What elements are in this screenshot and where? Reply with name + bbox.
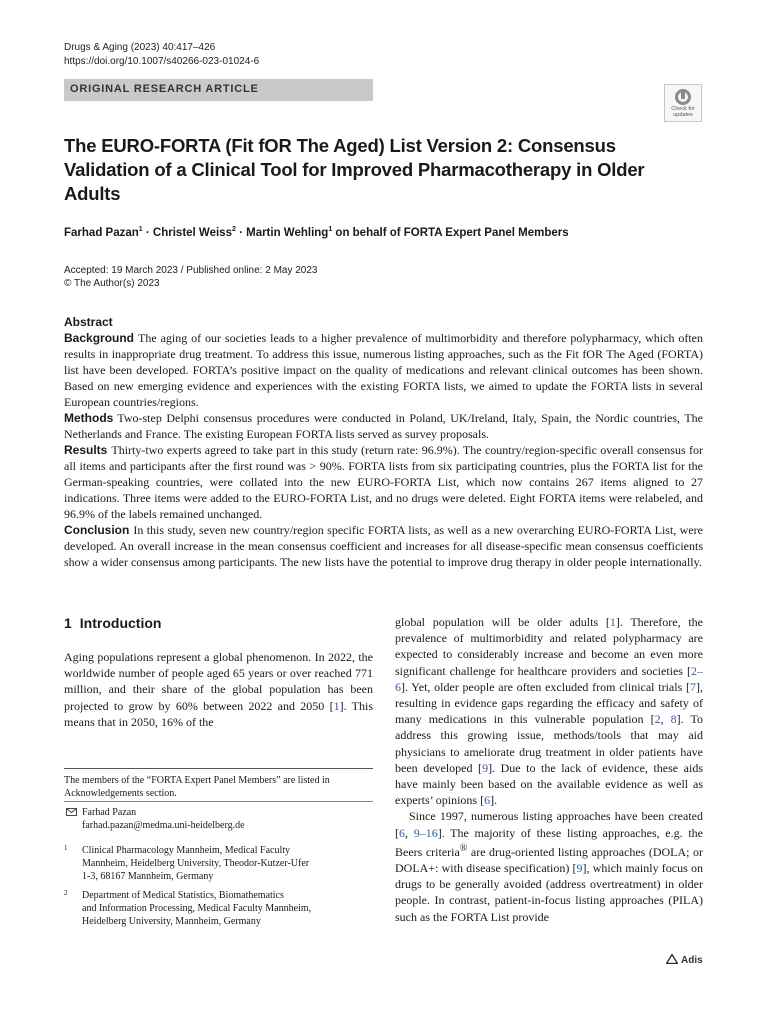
article-type-banner <box>64 79 373 101</box>
body-text: ]. To address this growing issue, methods/tools that may aid physicians to ameliorate drug treatment in older patients have been developed [ <box>395 712 703 775</box>
citation-link[interactable]: 9–16 <box>413 825 438 840</box>
check-updates-icon <box>673 88 693 106</box>
conclusion-label: Conclusion <box>64 523 130 537</box>
results-label: Results <box>64 443 108 457</box>
author-1-affiliation: 1 <box>138 226 143 233</box>
results-text: Thirty-two experts agreed to take part in this study (return rate: 96.9%). The country/region-specific overall consensus for all items and participants after the first round was > 90%. FORTA lists from six participating countries, plus the FORTA list for the German-speaking countries, were collated into the new EURO-FORTA List, which now contains 267 items aligned to 27 indications. Three items were added to the EURO-FORTA List, and no drugs were deleted. Eight FORTA items were relabeled, and 96.9% of the labels remained unchanged. <box>64 443 703 521</box>
affiliation-1 <box>64 844 373 884</box>
citation-link[interactable]: 9 <box>576 861 583 876</box>
section-heading <box>64 615 161 631</box>
abstract-results <box>64 442 703 522</box>
citation-link[interactable]: 6 <box>399 825 405 840</box>
citation-link[interactable]: 2–6 <box>395 663 703 694</box>
check-updates-line1: Check for <box>671 106 695 112</box>
footnote-divider <box>64 801 373 802</box>
intro-paragraph-1-cont <box>395 614 703 808</box>
check-updates-line2: updates <box>673 112 693 118</box>
body-text: ], resulting in evidence gaps regarding the efficacy and safety of many medications in this vulnerable population [ <box>395 679 703 727</box>
registered-mark: ® <box>459 842 468 854</box>
body-text: ], which mainly focus on drugs to be generally avoided (address overtreatment) in older people. In contrast, patient-in-focus listing approaches (PILA) such as the FORTA List provide <box>395 861 703 924</box>
affiliation-line: Department of Medical Statistics, Biomathematics <box>82 890 284 901</box>
contact-name: Farhad Pazan <box>82 807 137 818</box>
citation-link[interactable]: 1 <box>609 615 616 629</box>
body-text: ]. This means that in 2050, 16% of the <box>64 698 374 729</box>
affiliation-line: and Information Processing, Medical Faculty Mannheim, <box>82 903 312 914</box>
body-text: Aging populations represent a global phenomenon. In 2022, the worldwide number of people aged 65 years or over reached 771 million, and their share of the global population has been projected to grow by 60% between 2022 and 2050 [ <box>64 650 373 713</box>
abstract-background <box>64 330 703 410</box>
affiliation-line: 1-3, 68167 Mannheim, Germany <box>82 871 214 882</box>
affiliation-number: 1 <box>64 844 68 852</box>
abstract <box>64 314 703 570</box>
footnote-divider <box>64 768 373 769</box>
abstract-conclusion <box>64 522 703 570</box>
intro-paragraph-1 <box>64 649 373 730</box>
doi-link[interactable]: https://doi.org/10.1007/s40266-023-01024-6 <box>64 56 260 67</box>
body-text: Since 1997, numerous listing approaches have been created [ <box>395 809 703 840</box>
affiliation-line: Clinical Pharmacology Mannheim, Medical Faculty <box>82 845 291 856</box>
affiliation-number: 2 <box>64 889 68 897</box>
background-label: Background <box>64 331 135 345</box>
check-for-updates-badge[interactable] <box>664 84 702 122</box>
author-1[interactable]: Farhad Pazan <box>64 226 139 239</box>
abstract-heading: Abstract <box>64 315 113 329</box>
envelope-icon <box>66 808 77 816</box>
body-text: ]. The majority of these listing approaches, e.g. the Beers criteria <box>395 825 703 859</box>
affiliation-2 <box>64 889 373 929</box>
abstract-methods <box>64 410 703 442</box>
contact-block <box>82 806 245 832</box>
methods-text: Two-step Delphi consensus procedures were conducted in Poland, UK/Ireland, Italy, Spain, the Nordic countries, The Netherlands and France. The existing European FORTA lists served as survey proposals. <box>64 411 703 441</box>
intro-paragraph-2 <box>395 808 703 924</box>
citation-link[interactable]: 2 <box>654 712 661 727</box>
article-title: The EURO-FORTA (Fit fOR The Aged) List Version 2: Consensus Validation of a Clinical Tool for Improved Pharmacotherapy in Older Adults <box>64 135 645 204</box>
author-separator: · <box>235 226 247 239</box>
adis-triangle-icon <box>666 954 678 964</box>
section-number: 1 <box>64 615 72 631</box>
author-separator: · <box>142 226 153 239</box>
body-text: are drug-oriented listing approaches (DOLA; or DOLA+: with disease specification) [ <box>395 844 703 876</box>
publisher-logo <box>666 954 703 966</box>
right-column <box>395 614 703 925</box>
body-text: global population will be older adults [ <box>395 615 610 629</box>
body-text: ]. Due to the lack of evidence, these aids have mainly been based on the available evidence as well as experts’ opinions [ <box>395 760 704 808</box>
body-text: , <box>405 825 414 840</box>
body-text: ]. Therefore, the prevalence of multimorbidity and related polypharmacy are expected to considerably increase and become an even more significant challenge for healthcare providers and societies [ <box>395 615 703 678</box>
body-text: , <box>660 712 671 727</box>
affiliation-line: Heidelberg University, Mannheim, Germany <box>82 916 261 927</box>
citation-link[interactable]: 7 <box>690 679 696 694</box>
author-3-affiliation: 1 <box>328 226 333 233</box>
background-text: The aging of our societies leads to a higher prevalence of multimorbidity and therefore polypharmacy, which often results in inappropriate drug treatment. To address this issue, numerous listing approaches, such as the Fit fOR The Aged (FORTA) list have been developed. FORTA’s positive impact on the quality of medications and relevant clinical outcomes has been shown. Based on new emerging evidence and experiences with the existing FORTA lists, we aimed to update the FORTA lists in several European countries/regions. <box>64 331 703 409</box>
affiliation-line: Mannheim, Heidelberg University, Theodor-Kutzer-Ufer <box>82 858 310 869</box>
citation-link[interactable]: 6 <box>484 793 491 808</box>
author-list <box>64 226 569 239</box>
conclusion-text: In this study, seven new country/region specific FORTA lists, as well as a new overarching EURO-FORTA List, were developed. An overall increase in the mean consensus coefficient and increases for all disease-specific mean consensus coefficients show a wider consensus among participants. The new lists have the potential to improve drug therapy in older people internationally. <box>64 523 703 569</box>
citation-link[interactable]: 8 <box>670 712 677 727</box>
body-text: ]. Yet, older people are often excluded from clinical trials [ <box>401 679 690 694</box>
body-text: ]. <box>490 793 498 808</box>
citation-link[interactable]: 9 <box>482 760 489 775</box>
publisher-name: Adis <box>681 955 703 966</box>
affiliation-text <box>82 889 311 928</box>
contact-email[interactable]: farhad.pazan@medma.uni-heidelberg.de <box>82 820 245 831</box>
methods-label: Methods <box>64 411 114 425</box>
author-3[interactable]: Martin Wehling <box>246 226 329 239</box>
author-2-affiliation: 2 <box>231 226 236 233</box>
author-group: on behalf of FORTA Expert Panel Members <box>332 226 569 239</box>
section-title: Introduction <box>79 615 162 631</box>
citation-link[interactable]: 1 <box>333 698 340 713</box>
left-column <box>64 649 373 730</box>
copyright: © The Author(s) 2023 <box>64 278 160 289</box>
journal-citation: Drugs & Aging (2023) 40:417–426 <box>64 42 216 53</box>
publication-dates <box>64 264 318 290</box>
article-type-label: ORIGINAL RESEARCH ARTICLE <box>70 83 259 95</box>
corresponding-author <box>64 806 373 834</box>
author-2[interactable]: Christel Weiss <box>152 226 232 239</box>
members-footnote: The members of the “FORTA Expert Panel Members” are listed in Acknowledgements section. <box>64 775 330 799</box>
accepted-date: Accepted: 19 March 2023 / Published online: 2 May 2023 <box>64 265 318 276</box>
journal-info <box>64 41 259 69</box>
affiliation-text <box>82 844 309 883</box>
